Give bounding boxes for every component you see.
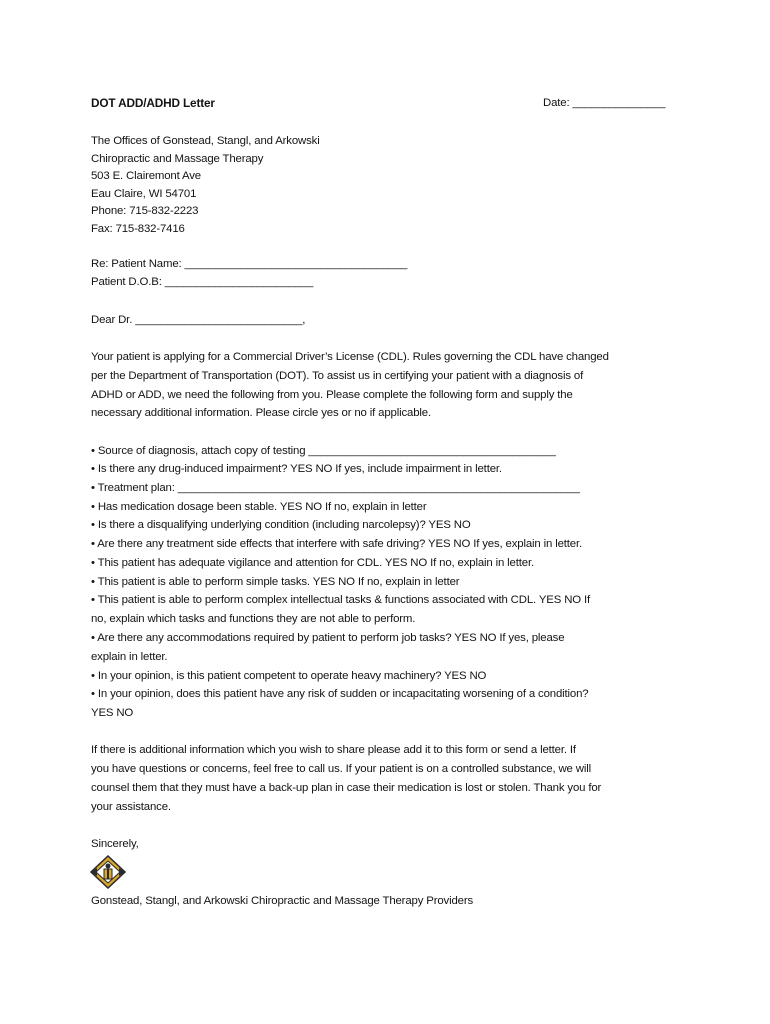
- address-line-4: Eau Claire, WI 54701: [91, 188, 197, 200]
- closing-line-1: If there is additional information which you wish to share please add it to this form or send a letter. If: [91, 744, 576, 756]
- closing-line-4: your assistance.: [91, 801, 171, 813]
- list-item: • Source of diagnosis, attach copy of testing ________________________________________: [91, 445, 556, 457]
- patient-dob-field: Patient D.O.B: ________________________: [91, 276, 314, 288]
- phone-line: Phone: 715-832-2223: [91, 205, 199, 217]
- list-item-continuation: explain in letter.: [91, 651, 168, 663]
- closing-line-3: counsel them that they must have a back-up plan in case their medication is lost or stolen. Thank you for: [91, 782, 602, 794]
- address-line-1: The Offices of Gonstead, Stangl, and Arkowski: [91, 135, 320, 147]
- fax-line: Fax: 715-832-7416: [91, 223, 185, 235]
- list-item: • Is there any drug-induced impairment? YES NO If yes, include impairment in letter.: [91, 463, 502, 475]
- list-item: • This patient is able to perform complex intellectual tasks & functions associated with CDL. YES NO If: [91, 594, 591, 606]
- list-item: • Are there any accommodations required by patient to perform job tasks? YES NO If yes, please: [91, 632, 565, 644]
- list-item: • In your opinion, is this patient competent to operate heavy machinery? YES NO: [91, 670, 487, 682]
- list-item: • Are there any treatment side effects that interfere with safe driving? YES NO If yes, explain in letter.: [91, 538, 583, 550]
- salutation: Dear Dr. ___________________________,: [91, 314, 306, 326]
- list-item-continuation: YES NO: [91, 707, 134, 719]
- intro-line-3: ADHD or ADD, we need the following from you. Please complete the following form and supply the: [91, 389, 573, 401]
- letter-title: DOT ADD/ADHD Letter: [91, 96, 215, 110]
- list-item: • This patient is able to perform simple tasks. YES NO If no, explain in letter: [91, 576, 460, 588]
- intro-line-2: per the Department of Transportation (DOT). To assist us in certifying your patient with a diagnosis of: [91, 370, 584, 382]
- closing-line-2: you have questions or concerns, feel free to call us. If your patient is on a controlled substance, we will: [91, 763, 591, 775]
- list-item: • This patient has adequate vigilance and attention for CDL. YES NO If no, explain in letter.: [91, 557, 534, 569]
- list-item: • Treatment plan: _________________________________________________________________: [91, 482, 580, 494]
- intro-line-1: Your patient is applying for a Commercial Driver’s License (CDL). Rules governing the CDL have changed: [91, 351, 609, 363]
- intro-line-4: necessary additional information. Please circle yes or no if applicable.: [91, 407, 431, 419]
- sincerely: Sincerely,: [91, 838, 139, 850]
- list-item: • In your opinion, does this patient have any risk of sudden or incapacitating worsening of a condition?: [91, 688, 589, 700]
- clinic-logo-icon: [90, 855, 126, 889]
- list-item: • Is there a disqualifying underlying condition (including narcolepsy)? YES NO: [91, 519, 471, 531]
- address-line-3: 503 E. Clairemont Ave: [91, 170, 201, 182]
- date-field: Date: _______________: [543, 97, 666, 109]
- providers-signature: Gonstead, Stangl, and Arkowski Chiropractic and Massage Therapy Providers: [91, 895, 474, 907]
- list-item-continuation: no, explain which tasks and functions they are not able to perform.: [91, 613, 416, 625]
- address-line-2: Chiropractic and Massage Therapy: [91, 153, 264, 165]
- patient-name-field: Re: Patient Name: ____________________________________: [91, 258, 408, 270]
- list-item: • Has medication dosage been stable. YES NO If no, explain in letter: [91, 501, 427, 513]
